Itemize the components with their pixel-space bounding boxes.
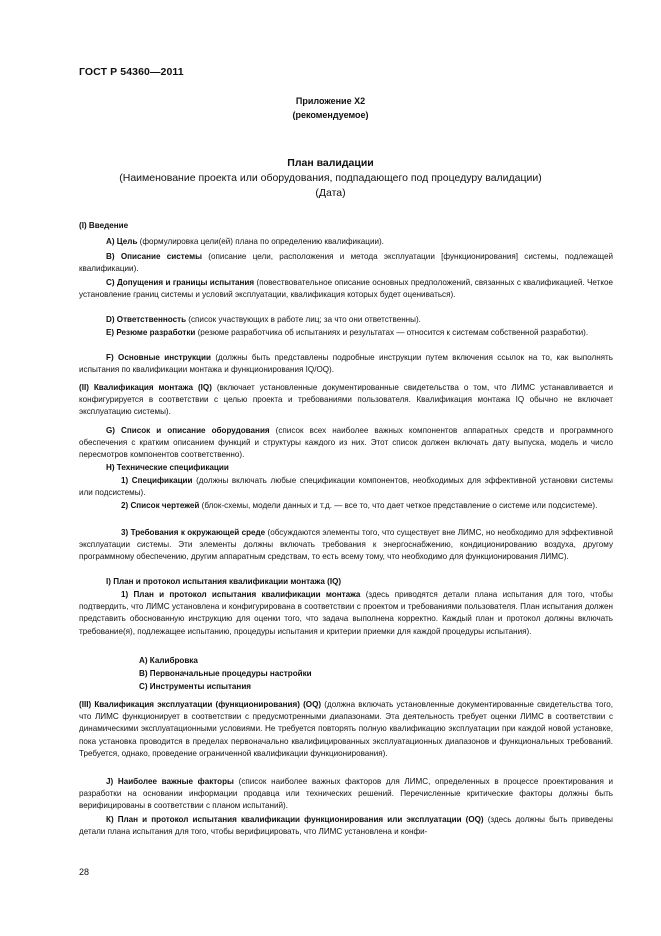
paragraph-i1: 1) План и протокол испытания квалификации монтажа (здесь приводятся детали плана испытания для того, чтобы подтвердить, что ЛИМС установлена и конфигурирована в соответствии с проектом и требованиями пользователя. План испытания должен представить обоснованную инструкцию для оценки того, что задача выполнена корректно. Каждый план и протокол должны включать требование(я), подлежащее испытанию, процедуры испытания и критерии приемки для каждой процедуры испытания). (79, 590, 613, 636)
label-b: В) Описание системы (106, 252, 202, 261)
standard-header: ГОСТ Р 54360—2011 (79, 66, 184, 78)
section-3-paragraph: (III) Квалификация эксплуатации (функционирования) (OQ) (должна включать установленные документированные свидетельства того, что ЛИМС функционирует в соответствии с предусмотренными диапазонами. Эта деятельность требует оценки ЛИМС в соответствии с динамическими эксплуатационными условиями. Не требуется повторять полную квалификацию эксплуатации при каждой новой установке, пока установка проводится в пределах первоначально квалифицированных эксплуатационных диапазонов и функциональных требований. Требуется, однако, проведение ограниченной квалификации функционирования). (79, 700, 613, 758)
list-item-test-tools: С) Инструменты испытания (139, 682, 252, 691)
label-h2: 2) Список чертежей (121, 501, 200, 510)
label-j: J) Наиболее важные факторы (106, 777, 234, 786)
label-c: С) Допущения и границы испытания (106, 278, 255, 287)
label-f: F) Основные инструкции (106, 353, 211, 362)
label-i: I) План и протокол испытания квалификации монтажа (IQ) (106, 577, 342, 586)
annex-title: Приложение Х2 (295, 96, 366, 106)
paragraph-j: J) Наиболее важные факторы (список наиболее важных факторов для ЛИМС, определенных в процессе проектирования и разработки на основании информации продавца или технических решений. Перечисленные критические факторы должны быть верифицированы в соответствии с планом испытаний). (79, 777, 614, 811)
paragraph-d: D) Ответственность (список участвующих в работе лиц; за что они ответственны). (106, 315, 421, 324)
paragraph-k: К) План и протокол испытания квалификации функционирования или эксплуатации (OQ) (здесь должны быть приведены детали плана испытания для того, чтобы верифицировать, что ЛИМС установлена и конфи- (79, 815, 614, 837)
paragraph-h3: 3) Требования к окружающей среде (обсуждаются элементы того, что существует вне ЛИМС, но необходимо для эффективной эксплуатации системы. Эти элементы должны включать требования к энергоснабжению, кондиционированию воздуха, другому программному обеспечению, другим аппаратным средствам, то есть всему тому, что необходимо для функционирования ЛИМС). (79, 528, 613, 562)
label-h3: 3) Требования к окружающей среде (121, 528, 266, 537)
paragraph-h2: 2) Список чертежей (блок-схемы, модели данных и т.д. — все то, что дает четкое представление о системе или подсистеме). (121, 501, 598, 510)
paragraph-f: F) Основные инструкции (должны быть представлены подробные инструкции путем включения ссылок на то, как выполнять испытания по квалификации монтажа и функционирования IQ/OQ). (79, 353, 613, 375)
plan-subtitle: (Наименование проекта или оборудования, подпадающего под процедуру валидации) (119, 172, 542, 184)
plan-title: План валидации (287, 157, 374, 169)
label-i1: 1) План и протокол испытания квалификации монтажа (121, 590, 361, 599)
label-g: G) Список и описание оборудования (106, 426, 270, 435)
label-h: Н) Технические спецификации (106, 463, 229, 472)
paragraph-h (79, 462, 613, 474)
paragraph-h1: 1) Спецификации (должны включать любые спецификации компонентов, необходимых для эффективной установки системы или подсистемы). (79, 476, 613, 498)
paragraph-b: В) Описание системы (описание цели, расположения и метода эксплуатации [функционирования] системы, подлежащей квалификации). (79, 252, 613, 274)
list-item-calibration: А) Калибровка (139, 656, 198, 665)
page-number: 28 (79, 867, 90, 877)
section-3-heading: (III) Квалификация эксплуатации (функционирования) (OQ) (79, 700, 322, 709)
section-2-heading: (II) Квалификация монтажа (IQ) (79, 383, 212, 392)
label-d: D) Ответственность (106, 315, 187, 324)
label-h1: 1) Спецификации (121, 476, 193, 485)
annex-status: (рекомендуемое) (292, 110, 369, 120)
plan-date: (Дата) (315, 187, 346, 199)
list-item-initial-setup: В) Первоначальные процедуры настройки (139, 669, 312, 678)
paragraph-c: С) Допущения и границы испытания (повествовательное описание основных предположений, связанных с квалификацией. Четкое установление границ системы и условий эксплуатации, квалификация которых будет оцениваться). (79, 278, 613, 300)
label-k: К) План и протокол испытания квалификации функционирования или эксплуатации (OQ) (106, 815, 484, 824)
label-e: Е) Резюме разработки (106, 328, 196, 337)
paragraph-g: G) Список и описание оборудования (список всех наиболее важных компонентов аппаратных средств и программного обеспечения с кратким описанием функций и структуры каждого из них. Этот список должен включать дату выпуска, модель и число пересмотров компонентов соответственно). (79, 426, 613, 460)
paragraph-a: А) Цель (формулировка цели(ей) плана по определению квалификации). (106, 237, 384, 246)
label-a: А) Цель (106, 237, 138, 246)
paragraph-e: Е) Резюме разработки (резюме разработчика об испытаниях и результатах — относится к системам собственной разработки). (106, 328, 589, 337)
section-1-heading: (I) Введение (79, 221, 129, 230)
section-2-paragraph: (II) Квалификация монтажа (IQ) (включает установленные документированные свидетельства о том, что ЛИМС устанавливается и конфигурируется в соответствии с целью проекта и требованиями пользователя. Квалификация монтажа IQ обычно не включает эксплуатацию системы). (79, 383, 613, 417)
paragraph-i (79, 576, 613, 588)
